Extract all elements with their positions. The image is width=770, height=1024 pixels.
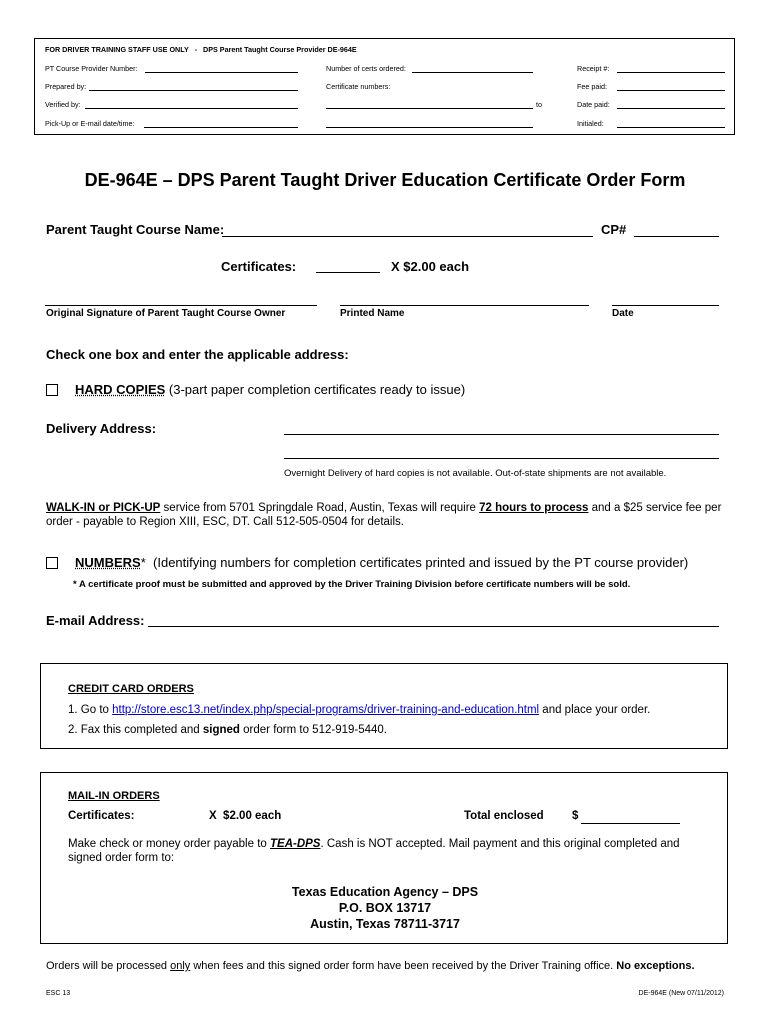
numbers-option (75, 555, 688, 570)
pickup-email-field[interactable] (144, 127, 298, 128)
fee-paid-label: Fee paid: (577, 82, 607, 91)
delivery-address-line1[interactable] (284, 434, 719, 435)
store-link[interactable]: http://store.esc13.net/index.php/special-programs/driver-training-and-education.html (112, 704, 540, 716)
to-label: to (536, 100, 542, 109)
credit-step-2-bold: signed (202, 724, 240, 736)
credit-step-2-suffix: order form to 512-919-5440. (239, 724, 387, 736)
num-certs-ordered-label: Number of certs ordered: (326, 64, 406, 73)
walkin-text-3: order - payable to Region XIII, ESC, DT. Call 512-505-0504 for details. (46, 516, 404, 528)
hard-copies-desc: (3-part paper completion certificates ready to issue) (168, 382, 466, 397)
staff-use-box (34, 38, 735, 135)
credit-step-2 (68, 724, 387, 736)
mail-in-heading: MAIL-IN ORDERS (68, 790, 160, 802)
credit-card-box (40, 663, 728, 749)
staff-header (45, 45, 357, 54)
numbers-star: * (140, 555, 146, 570)
mailing-address-line2: P.O. BOX 13717 (338, 901, 432, 915)
payable-to: TEA-DPS (270, 838, 321, 850)
pickup-email-label: Pick-Up or E-mail date/time: (45, 119, 135, 128)
certificate-numbers-from-field[interactable] (326, 108, 533, 109)
walkin-label: WALK-IN or PICK-UP (46, 502, 161, 514)
staff-header-label: FOR DRIVER TRAINING STAFF USE ONLY (45, 45, 189, 54)
walkin-paragraph (46, 501, 721, 529)
pt-course-provider-number-field[interactable] (145, 72, 298, 73)
processing-note-only: only (170, 960, 191, 972)
payable-prefix: Make check or money order payable to (68, 838, 270, 850)
numbers-checkbox[interactable] (46, 557, 58, 569)
hard-copies-checkbox[interactable] (46, 384, 58, 396)
initialed-field[interactable] (617, 127, 725, 128)
verified-by-field[interactable] (85, 108, 298, 109)
prepared-by-label: Prepared by: (45, 82, 87, 91)
fee-paid-field[interactable] (617, 90, 725, 91)
receipt-field[interactable] (617, 72, 725, 73)
credit-card-heading: CREDIT CARD ORDERS (68, 683, 194, 695)
cp-field[interactable] (634, 236, 719, 237)
hard-copies-label: HARD COPIES (75, 382, 166, 397)
walkin-text-2: and a $25 service fee per (588, 502, 722, 514)
staff-header-provider: DPS Parent Taught Course Provider DE-964E (203, 45, 357, 54)
verified-by-label: Verified by: (45, 100, 81, 109)
total-enclosed-field[interactable] (581, 823, 680, 824)
processing-note-prefix: Orders will be processed (46, 960, 171, 972)
hard-copies-option (75, 382, 465, 397)
signature-label: Original Signature of Parent Taught Course Owner (46, 308, 286, 319)
mailing-address-line1: Texas Education Agency – DPS (291, 885, 479, 899)
overnight-note: Overnight Delivery of hard copies is not available. Out-of-state shipments are not available. (284, 468, 667, 479)
dollar-sign: $ (572, 810, 579, 822)
course-name-label: Parent Taught Course Name: (46, 222, 225, 237)
credit-step-1 (68, 704, 650, 716)
num-certs-ordered-field[interactable] (412, 72, 533, 73)
email-label: E-mail Address: (46, 613, 145, 628)
signature-field[interactable] (45, 305, 317, 306)
date-label: Date (612, 308, 634, 319)
processing-note (46, 960, 695, 972)
staff-header-sep: - (194, 45, 198, 54)
printed-name-field[interactable] (340, 305, 589, 306)
certificate-numbers-label: Certificate numbers: (326, 82, 391, 91)
delivery-address-line2[interactable] (284, 458, 719, 459)
credit-step-2-prefix: 2. Fax this completed and (68, 724, 203, 736)
mailing-address (41, 884, 729, 932)
certificates-price: X $2.00 each (391, 259, 470, 274)
walkin-hours: 72 hours to process (479, 502, 589, 514)
credit-step-1-suffix: and place your order. (539, 704, 651, 716)
payable-suffix: . Cash is NOT accepted. Mail payment and this original completed and (320, 838, 680, 850)
walkin-text-1: service from 5701 Springdale Road, Austin, Texas will require (160, 502, 480, 514)
mailing-address-line3: Austin, Texas 78711-3717 (310, 917, 460, 931)
date-paid-label: Date paid: (577, 100, 610, 109)
certificates-quantity-field[interactable] (316, 272, 380, 273)
numbers-label: NUMBERS (75, 555, 141, 570)
numbers-note: * A certificate proof must be submitted and approved by the Driver Training Division before certificate numbers will be sold. (73, 579, 631, 590)
payable-paragraph (68, 837, 680, 865)
footer-left: ESC 13 (46, 990, 71, 997)
mail-in-box (40, 772, 728, 944)
email-field[interactable] (148, 626, 719, 627)
date-paid-field[interactable] (617, 108, 725, 109)
mail-certificates-label: Certificates: (68, 810, 135, 822)
mail-certificates-price: X $2.00 each (209, 810, 282, 822)
receipt-label: Receipt #: (577, 64, 610, 73)
processing-note-mid: when fees and this signed order form have been received by the Driver Training office. (190, 960, 617, 972)
cp-label: CP# (601, 222, 627, 237)
total-enclosed-label: Total enclosed (464, 810, 544, 822)
address-instruction: Check one box and enter the applicable address: (46, 347, 349, 362)
course-name-field[interactable] (222, 236, 593, 237)
delivery-address-label: Delivery Address: (46, 421, 157, 436)
date-field[interactable] (612, 305, 719, 306)
certificates-label: Certificates: (221, 259, 297, 274)
pt-course-provider-number-label: PT Course Provider Number: (45, 64, 138, 73)
printed-name-label: Printed Name (340, 308, 405, 319)
page-title: DE-964E – DPS Parent Taught Driver Education Certificate Order Form (84, 170, 686, 190)
prepared-by-field[interactable] (89, 90, 298, 91)
payable-line2: signed order form to: (68, 852, 175, 864)
initialed-label: Initialed: (577, 119, 604, 128)
credit-step-1-prefix: 1. Go to (68, 704, 113, 716)
footer-right: DE-964E (New 07/11/2012) (638, 990, 724, 997)
certificate-numbers-extra-field[interactable] (326, 127, 533, 128)
processing-note-bold: No exceptions. (616, 960, 695, 972)
numbers-desc: (Identifying numbers for completion certificates printed and issued by the PT course provider) (153, 555, 689, 570)
